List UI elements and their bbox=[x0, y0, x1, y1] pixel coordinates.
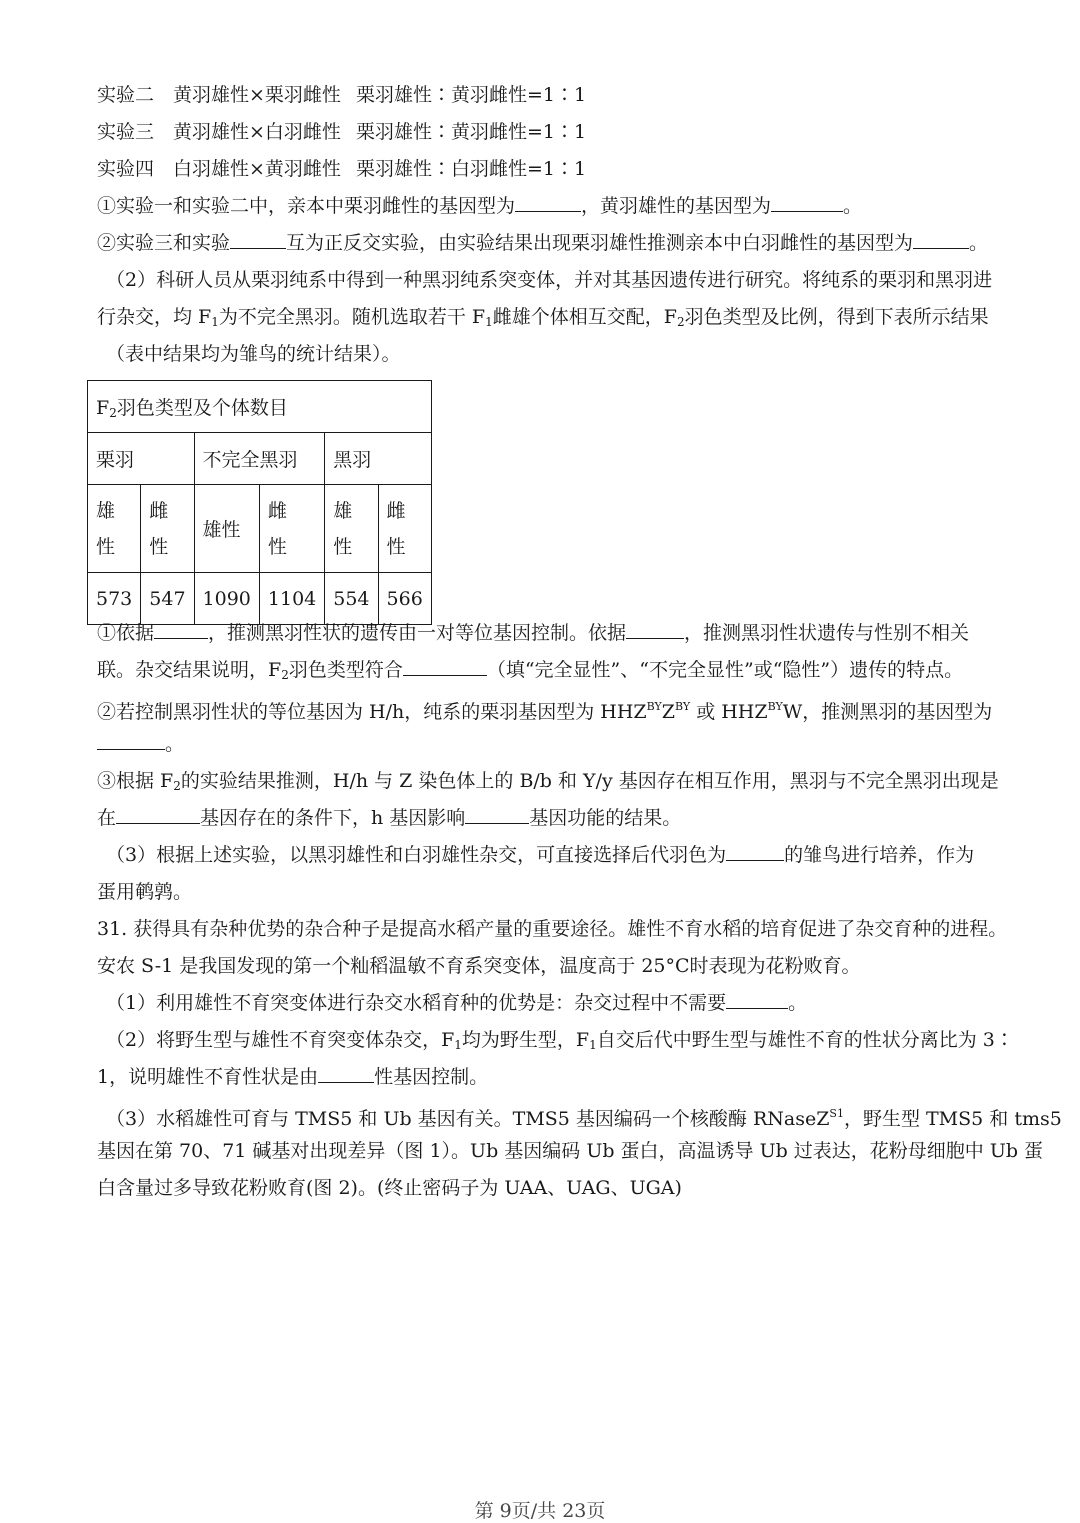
answer-blank[interactable] bbox=[626, 620, 684, 639]
question-31-3: 基因在第 70、71 碱基对出现差异（图 1）。Ub 基因编码 Ub 蛋白，高温诱导 Ub 过表达，花粉母细胞中 Ub 蛋 bbox=[97, 1140, 1044, 1162]
count-cell: 554 bbox=[325, 573, 378, 625]
question-31-2: 1，说明雄性不育性状是由 性基因控制。 bbox=[97, 1066, 489, 1088]
answer-blank[interactable] bbox=[403, 657, 487, 676]
count-cell: 573 bbox=[88, 573, 141, 625]
question-3: （3）根据上述实验，以黑羽雄性和白羽雄性杂交，可直接选择后代羽色为 的雏鸟进行培养，作为 bbox=[106, 844, 975, 866]
experiment-row: 实验二 黄羽雄性×栗羽雌性 栗羽雄性∶黄羽雌性=1∶1 bbox=[97, 84, 587, 106]
answer-blank[interactable] bbox=[726, 990, 788, 1009]
group-header: 栗羽 bbox=[88, 433, 195, 485]
answer-blank[interactable] bbox=[515, 193, 581, 212]
answer-blank[interactable] bbox=[116, 805, 200, 824]
count-cell: 1090 bbox=[194, 573, 259, 625]
answer-blank[interactable] bbox=[97, 731, 165, 750]
question-2-2: 。 bbox=[97, 731, 1020, 757]
question-1b: ②实验三和实验 互为正反交实验，由实验结果出现栗羽雄性推测亲本中白羽雌性的基因型为 。 bbox=[97, 232, 989, 254]
count-cell: 547 bbox=[141, 573, 194, 625]
count-cell: 566 bbox=[378, 573, 431, 625]
answer-blank[interactable] bbox=[771, 193, 843, 212]
question-2-1: ①依据 ，推测黑羽性状的遗传由一对等位基因控制。依据 ，推测黑羽性状遗传与性别不相关 bbox=[97, 622, 970, 644]
count-cell: 1104 bbox=[259, 573, 324, 625]
sex-header: 雌 性 bbox=[141, 485, 194, 573]
answer-blank[interactable] bbox=[726, 842, 784, 861]
question-2-intro: （表中结果均为雏鸟的统计结果）。 bbox=[106, 343, 401, 365]
question-31-2: （2）将野生型与雄性不育突变体杂交，$F_1$均为野生型，$F_1$自交后代中野生型与雄性不育的性状分离比为 3∶ bbox=[106, 1029, 1014, 1052]
answer-blank[interactable] bbox=[913, 230, 969, 249]
experiment-row: 实验三 黄羽雄性×白羽雌性 栗羽雄性∶黄羽雌性=1∶1 bbox=[97, 121, 587, 143]
answer-blank[interactable] bbox=[154, 620, 208, 639]
page-footer: 第 9页/共 23页 bbox=[474, 1500, 606, 1522]
question-31-3: 白含量过多导致花粉败育(图 2)。(终止密码子为 UAA、UAG、UGA) bbox=[97, 1177, 682, 1199]
question-2-intro: 行杂交，均 $F_1$为不完全黑羽。随机选取若干 $F_1$雌雄个体相互交配，$F_2$羽色类型及比例，得到下表所示结果 bbox=[97, 306, 989, 329]
group-header: 不完全黑羽 bbox=[194, 433, 325, 485]
answer-blank[interactable] bbox=[318, 1064, 374, 1083]
sex-header: 雌 性 bbox=[378, 485, 431, 573]
question-2-1: 联。杂交结果说明，$F_2$羽色类型符合 （填“完全显性”、“不完全显性”或“隐性”）遗传的特点。 bbox=[97, 659, 964, 682]
question-3: 蛋用鹌鹑。 bbox=[97, 881, 193, 903]
sex-header: 雄 性 bbox=[325, 485, 378, 573]
question-2-2: ②若控制黑羽性状的等位基因为 H/h，纯系的栗羽基因型为 $HHZ^{BY}Z^{BY}$ 或 $HHZ^{BY}W$，推测黑羽的基因型为 bbox=[97, 700, 993, 723]
sex-header: 雄性 bbox=[194, 485, 259, 573]
answer-blank[interactable] bbox=[230, 230, 286, 249]
question-31-stem: 安农 S-1 是我国发现的第一个籼稻温敏不育系突变体，温度高于 25°C时表现为花粉败育。 bbox=[97, 955, 861, 977]
table-title: $F_2$羽色类型及个体数目 bbox=[88, 381, 432, 433]
question-2-intro: （2）科研人员从栗羽纯系中得到一种黑羽纯系突变体，并对其基因遗传进行研究。将纯系的栗羽和黑羽进 bbox=[106, 269, 993, 291]
answer-blank[interactable] bbox=[465, 805, 529, 824]
question-31-1: （1）利用雄性不育突变体进行杂交水稻育种的优势是：杂交过程中不需要 。 bbox=[106, 992, 808, 1014]
group-header: 黑羽 bbox=[325, 433, 432, 485]
experiment-row: 实验四 白羽雄性×黄羽雌性 栗羽雄性∶白羽雌性=1∶1 bbox=[97, 158, 587, 180]
question-31-stem: 31. 获得具有杂种优势的杂合种子是提高水稻产量的重要途径。雄性不育水稻的培育促进了杂交育种的进程。 bbox=[97, 918, 1008, 940]
sex-header: 雌 性 bbox=[259, 485, 324, 573]
question-1a: ①实验一和实验二中，亲本中栗羽雌性的基因型为 ，黄羽雄性的基因型为 。 bbox=[97, 195, 863, 217]
sex-header: 雄 性 bbox=[88, 485, 141, 573]
question-2-3: 在 基因存在的条件下，h 基因影响 基因功能的结果。 bbox=[97, 807, 682, 829]
question-31-3: （3）水稻雄性可育与 TMS5 和 Ub 基因有关。TMS5 基因编码一个核酸酶 RNaseZ$^{S1}$，野生型 TMS5 和 tms5 bbox=[106, 1107, 1062, 1130]
f2-results-table bbox=[87, 380, 432, 625]
question-2-3: ③根据 $F_2$的实验结果推测，H/h 与 Z 染色体上的 B/b 和 Y/y 基因存在相互作用，黑羽与不完全黑羽出现是 bbox=[97, 770, 999, 793]
